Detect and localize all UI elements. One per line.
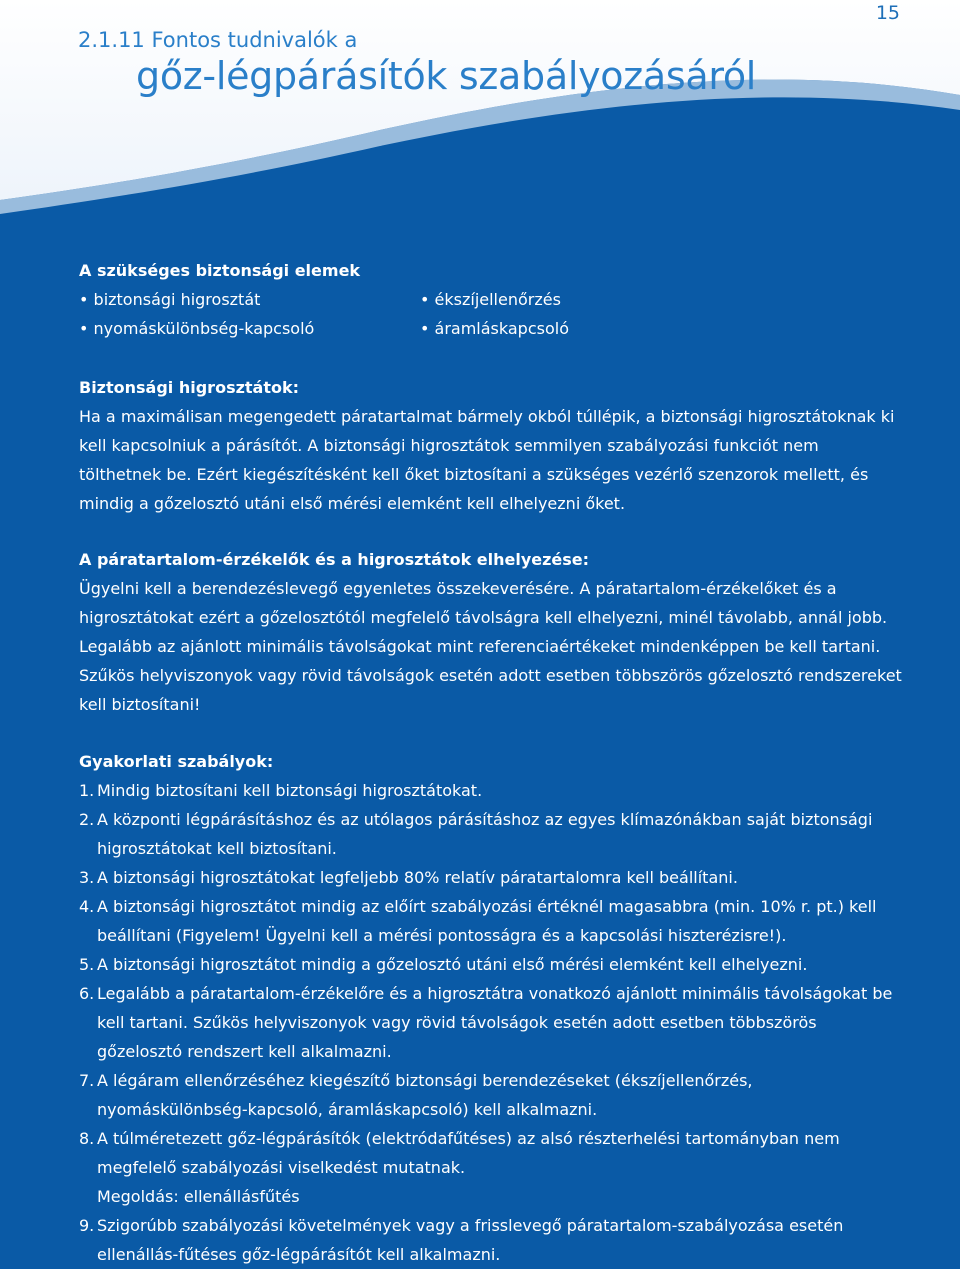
- solution-note: Megoldás: ellenállásfűtés: [97, 1187, 300, 1206]
- list-number: 4.: [79, 897, 95, 916]
- main-content: [79, 256, 904, 1269]
- list-item: [79, 776, 904, 805]
- list-item: [79, 979, 904, 1066]
- practical-rules-list: [79, 776, 904, 1269]
- safety-hygrostats-text: Ha a maximálisan megengedett páratartalmat bármely okból túllépik, a biztonsági higrosztátoknak ki kell kapcsolniuk a párásítót. A biztonsági higrosztátok semmilyen szabályozási funkciót nem tölthetnek be. Ezért kiegészítésként kell őket biztosítani a szükséges vezérlő szenzorok mellett, és mindig a gőzelosztó utáni első mérési elemként kell elhelyezni őket.: [79, 407, 895, 513]
- list-item: • áramláskapcsoló: [420, 314, 820, 343]
- list-item: [79, 892, 904, 950]
- safety-elements-title: A szükséges biztonsági elemek: [79, 261, 361, 280]
- list-item: [79, 1066, 904, 1124]
- list-text: A túlméretezett gőz-légpárásítók (elektródafűtéses) az alsó részterhelési tartományban nem megfelelő szabályozási viselkedést mutatnak.: [97, 1129, 840, 1177]
- practical-rules-title: Gyakorlati szabályok:: [79, 752, 274, 771]
- list-item: [79, 1124, 904, 1211]
- placement-title: A páratartalom-érzékelők és a higrosztátok elhelyezése:: [79, 550, 590, 569]
- list-number: 3.: [79, 868, 95, 887]
- list-item: [79, 950, 904, 979]
- list-number: 8.: [79, 1129, 95, 1148]
- safety-elements-list: [79, 285, 904, 343]
- list-number: 5.: [79, 955, 95, 974]
- list-number: 7.: [79, 1071, 95, 1090]
- list-text: A biztonsági higrosztátot mindig a gőzelosztó utáni első mérési elemként kell elhelyezni.: [97, 955, 808, 974]
- list-text: A biztonsági higrosztátot mindig az előírt szabályozási értéknél magasabbra (min. 10% r. pt.) kell beállítani (Figyelem! Ügyelni kell a mérési pontosságra és a kapcsolási hiszterézisre!).: [97, 897, 877, 945]
- page-number: 15: [875, 2, 900, 24]
- placement-text: Ügyelni kell a berendezéslevegő egyenletes összekeverésére. A páratartalom-érzékelőket és a higrosztátokat ezért a gőzelosztótól megfelelő távolságra kell elhelyezni, minél távolabb, annál jobb. Legalább az ajánlott minimális távolságokat mint referenciaértékeket mindenképpen be kell tartani. Szűkös helyviszonyok vagy rövid távolságok esetén adott esetben többszörös gőzelosztó rendszereket kell biztosítani!: [79, 579, 902, 714]
- list-item: • nyomáskülönbség-kapcsoló: [79, 314, 420, 343]
- section-heading-title: gőz-légpárásítók szabályozásáról: [136, 54, 757, 98]
- list-item: • ékszíjellenőrzés: [420, 285, 820, 314]
- list-number: 9.: [79, 1216, 95, 1235]
- list-number: 1.: [79, 781, 95, 800]
- section-heading-number: 2.1.11 Fontos tudnivalók a: [78, 28, 358, 52]
- safety-hygrostats-title: Biztonsági higrosztátok:: [79, 378, 300, 397]
- list-text: Mindig biztosítani kell biztonsági higrosztátokat.: [97, 781, 483, 800]
- list-number: 2.: [79, 810, 95, 829]
- list-number: 6.: [79, 984, 95, 1003]
- list-text: A légáram ellenőrzéséhez kiegészítő biztonsági berendezéseket (ékszíjellenőrzés, nyomáskülönbség-kapcsoló, áramláskapcsoló) kell alkalmazni.: [97, 1071, 753, 1119]
- list-item: [79, 805, 904, 863]
- list-item: [79, 863, 904, 892]
- list-text: Szigorúbb szabályozási követelmények vagy a frisslevegő páratartalom-szabályozása esetén ellenállás-fűtéses gőz-légpárásítót kell alkalmazni.: [97, 1216, 844, 1264]
- list-text: A biztonsági higrosztátokat legfeljebb 80% relatív páratartalomra kell beállítani.: [97, 868, 738, 887]
- list-item: • biztonsági higrosztát: [79, 285, 420, 314]
- list-text: Legalább a páratartalom-érzékelőre és a higrosztátra vonatkozó ajánlott minimális távolságokat be kell tartani. Szűkös helyviszonyok vagy rövid távolságok esetén adott esetben többszörös gőzelosztó rendszert kell alkalmazni.: [97, 984, 893, 1061]
- list-item: [79, 1211, 904, 1269]
- list-text: A központi légpárásításhoz és az utólagos párásításhoz az egyes klímazónákban saját biztonsági higrosztátokat kell biztosítani.: [97, 810, 873, 858]
